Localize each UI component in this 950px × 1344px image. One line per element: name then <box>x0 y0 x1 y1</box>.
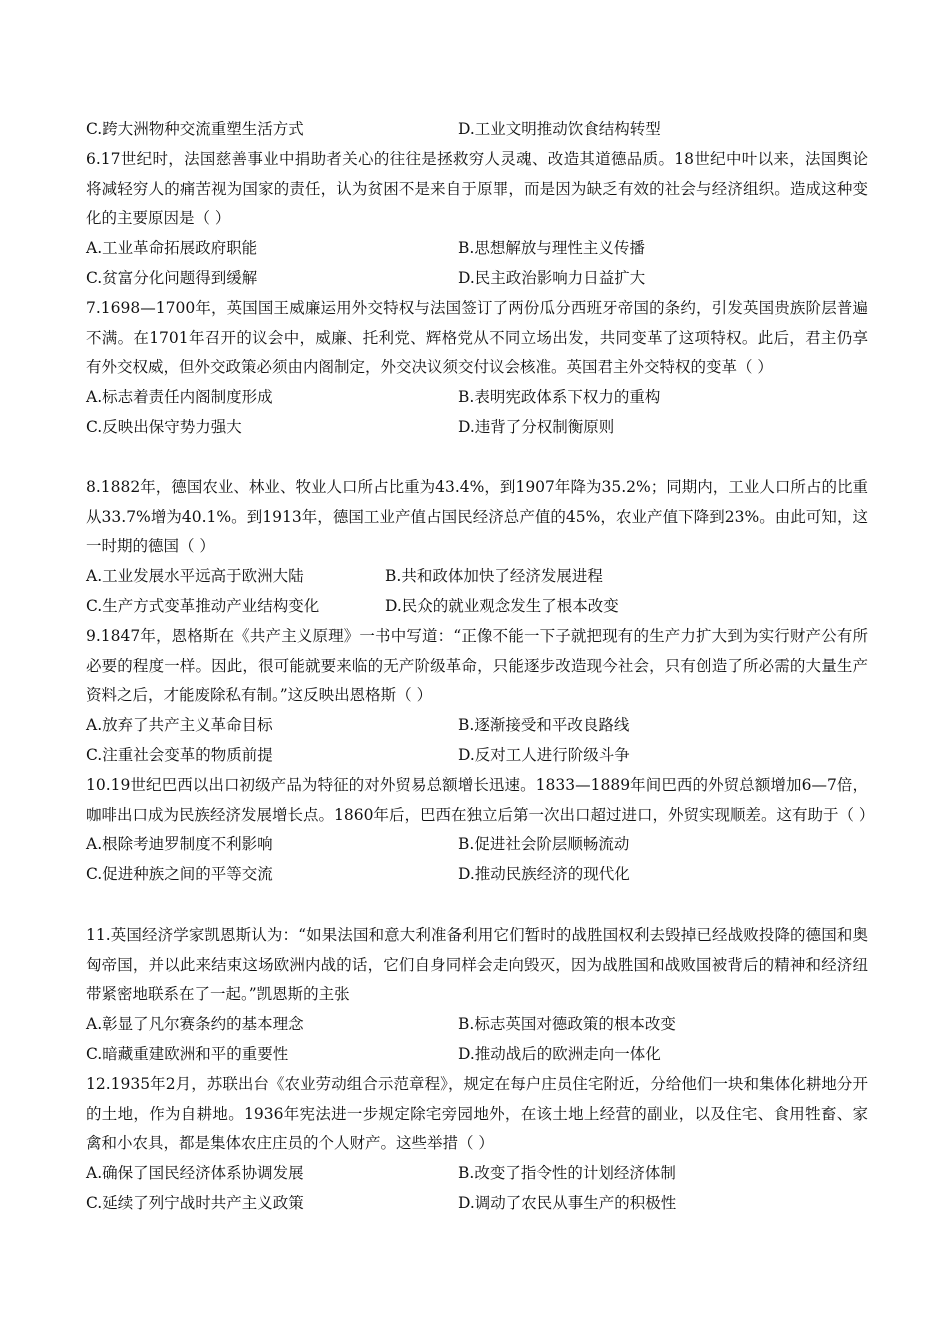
option-a[interactable]: A.工业发展水平远高于欧洲大陆 <box>86 567 304 586</box>
option-b[interactable]: B.标志英国对德政策的根本改变 <box>458 1015 676 1034</box>
option-row <box>86 562 868 592</box>
option-c[interactable]: C.反映出保守势力强大 <box>86 417 242 436</box>
question-10 <box>86 771 875 890</box>
option-d[interactable]: D.工业文明推动饮食结构转型 <box>458 120 661 138</box>
option-row <box>86 741 868 771</box>
option-row <box>86 1010 868 1040</box>
option-b[interactable]: B.思想解放与理性主义传播 <box>458 239 645 258</box>
question-9 <box>86 622 868 770</box>
question-stem: 10.19世纪巴西以出口初级产品为特征的对外贸易总额增长迅速。1833—1889年间巴西的外贸总额增加6—7倍，咖啡出口成为民族经济发展增长点。1860年后，巴西在独立后第一次出口超过进口，外贸实现顺差。这有助于（ ） <box>86 776 875 824</box>
option-b[interactable]: B.促进社会阶层顺畅流动 <box>458 835 630 854</box>
question-stem: 9.1847年，恩格斯在《共产主义原理》一书中写道：“正像不能一下子就把现有的生产力扩大到为实行财产公有所必要的程度一样。因此，很可能就要来临的无产阶级革命，只能逐步改造现今社会，只有创造了所必需的大量生产资料之后，才能废除私有制。”这反映出恩格斯（ ） <box>86 627 868 705</box>
option-row <box>86 592 868 622</box>
option-b[interactable]: B.逐渐接受和平改良路线 <box>458 716 630 735</box>
question-stem: 7.1698—1700年，英国国王威廉运用外交特权与法国签订了两份瓜分西班牙帝国的条约，引发英国贵族阶层普遍不满。在1701年召开的议会中，威廉、托利党、辉格党从不同立场出发，共同变革了这项特权。此后，君主仍享有外交权威，但外交政策必须由内阁制定，外交决议须交付议会核准。英国君主外交特权的变革（ ） <box>86 299 868 377</box>
option-c[interactable]: C.促进种族之间的平等交流 <box>86 865 273 884</box>
question-12 <box>86 1070 868 1218</box>
option-row <box>86 264 868 294</box>
option-row <box>86 234 868 264</box>
option-row <box>86 1159 868 1189</box>
option-c[interactable]: C.跨大洲物种交流重塑生活方式 <box>86 120 304 138</box>
option-d[interactable]: D.违背了分权制衡原则 <box>458 417 615 436</box>
question-7 <box>86 294 868 442</box>
option-a[interactable]: A.确保了国民经济体系协调发展 <box>86 1164 304 1183</box>
option-c[interactable]: C.注重社会变革的物质前提 <box>86 745 273 764</box>
option-a[interactable]: A.标志着责任内阁制度形成 <box>86 388 273 407</box>
option-d[interactable]: D.民众的就业观念发生了根本改变 <box>385 596 619 615</box>
option-d[interactable]: D.推动战后的欧洲走向一体化 <box>458 1044 661 1063</box>
option-d[interactable]: D.民主政治影响力日益扩大 <box>458 268 646 287</box>
option-row <box>86 830 868 860</box>
option-row <box>86 413 868 443</box>
option-row <box>86 115 868 145</box>
option-a[interactable]: A.根除考迪罗制度不利影响 <box>86 835 273 854</box>
option-d[interactable]: D.推动民族经济的现代化 <box>458 865 630 884</box>
question-stem: 12.1935年2月，苏联出台《农业劳动组合示范章程》，规定在每户庄员住宅附近，分给他们一块和集体化耕地分开的土地，作为自耕地。1936年宪法进一步规定除宅旁园地外，在该土地上经营的副业，以及住宅、食用牲畜、家禽和小农具，都是集体农庄庄员的个人财产。这些举措（ ） <box>86 1075 868 1153</box>
option-d[interactable]: D.调动了农民从事生产的积极性 <box>458 1193 677 1212</box>
question-6 <box>86 145 868 293</box>
option-row <box>86 711 868 741</box>
option-c[interactable]: C.贫富分化问题得到缓解 <box>86 268 258 287</box>
question-11 <box>86 921 868 1069</box>
option-a[interactable]: A.放弃了共产主义革命目标 <box>86 716 273 735</box>
option-b[interactable]: B.改变了指令性的计划经济体制 <box>458 1164 676 1183</box>
option-c[interactable]: C.生产方式变革推动产业结构变化 <box>86 596 320 615</box>
option-c[interactable]: C.暗藏重建欧洲和平的重要性 <box>86 1044 289 1063</box>
option-row <box>86 383 868 413</box>
option-row <box>86 860 868 890</box>
option-row <box>86 1040 868 1070</box>
option-b[interactable]: B.共和政体加快了经济发展进程 <box>385 567 603 586</box>
question-stem: 8.1882年，德国农业、林业、牧业人口所占比重为43.4%，到1907年降为35.2%；同期内，工业人口所占的比重从33.7%增为40.1%。到1913年，德国工业产值占国民经济总产值的45%，农业产值下降到23%。由此可知，这一时期的德国（ ） <box>86 478 868 556</box>
option-c[interactable]: C.延续了列宁战时共产主义政策 <box>86 1193 304 1212</box>
option-b[interactable]: B.表明宪政体系下权力的重构 <box>458 388 661 407</box>
option-d[interactable]: D.反对工人进行阶级斗争 <box>458 745 630 764</box>
question-8 <box>86 473 868 621</box>
question-stem: 11.英国经济学家凯恩斯认为：“如果法国和意大利准备利用它们暂时的战胜国权利去毁掉已经战败投降的德国和奥匈帝国，并以此来结束这场欧洲内战的话，它们自身同样会走向毁灭，因为战胜国和战败国被背后的精神和经济纽带紧密地联系在了一起。”凯恩斯的主张 <box>86 926 868 1004</box>
option-a[interactable]: A.彰显了凡尔赛条约的基本理念 <box>86 1015 304 1034</box>
question-stem: 6.17世纪时，法国慈善事业中捐助者关心的往往是拯救穷人灵魂、改造其道德品质。18世纪中叶以来，法国舆论将减轻穷人的痛苦视为国家的责任，认为贫困不是来自于原罪，而是因为缺乏有效的社会与经济组织。造成这种变化的主要原因是（ ） <box>86 150 868 228</box>
option-a[interactable]: A.工业革命拓展政府职能 <box>86 239 258 258</box>
option-row <box>86 1189 868 1219</box>
previous-question-options <box>86 115 868 145</box>
